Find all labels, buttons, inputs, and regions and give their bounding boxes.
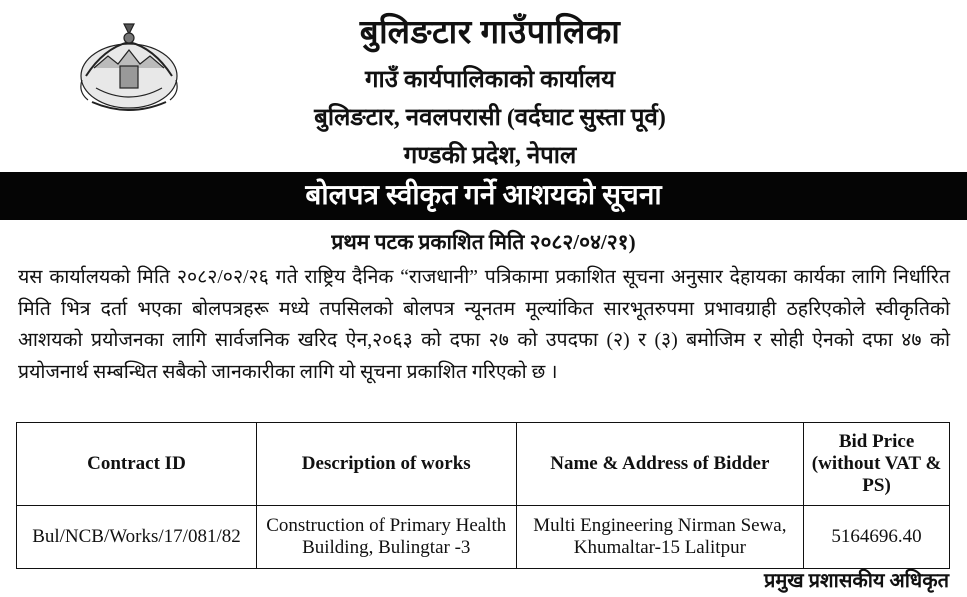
bidder-cell: Multi Engineering Nirman Sewa, Khumaltar-15 Lalitpur (516, 506, 804, 569)
column-header-contract-id: Contract ID (17, 423, 257, 506)
table-row (17, 506, 950, 569)
notice-body: यस कार्यालयको मिति २०८२/०२/२६ गते राष्ट्रिय दैनिक “राजधानी” पत्रिकामा प्रकाशित सूचना अनुसार देहायका कार्यका लागि निर्धारित मिति भित्र दर्ता भएका बोलपत्रहरू मध्ये तपसिलको बोलपत्र न्यूनतम मूल्यांकित सारभूतरुपमा प्रभावग्राही ठहरिएकोले स्वीकृतिको आशयको प्रयोजनका लागि सार्वजनिक खरिद ऐन,२०६३ को दफा २७ को उपदफा (२) र (३) बमोजिम र सोही ऐनको दफा ४७ को प्रयोजनार्थ सम्बन्धित सबैको जानकारीका लागि यो सूचना प्रकाशित गरिएको छ । (18, 267, 950, 383)
table-header-row (17, 423, 950, 506)
column-header-bidder: Name & Address of Bidder (516, 423, 804, 506)
office-name: गाउँ कार्यपालिकाको कार्यालय (364, 67, 616, 93)
contract-id-cell: Bul/NCB/Works/17/081/82 (17, 506, 257, 569)
signature-title: प्रमुख प्रशासकीय अधिकृत (763, 570, 949, 592)
bid-table (16, 422, 950, 569)
province-country: गण्डकी प्रदेश, नेपाल (403, 143, 577, 169)
office-address: बुलिङटार, नवलपरासी (वर्दघाट सुस्ता पूर्व) (314, 105, 666, 131)
description-cell: Construction of Primary Health Building, Bulingtar -3 (256, 506, 516, 569)
column-header-description: Description of works (256, 423, 516, 506)
publication-date: प्रथम पटक प्रकाशित मिति २०८२/०४/२१) (331, 230, 636, 254)
municipality-name: बुलिङटार गाउँपालिका (359, 15, 621, 51)
bid-price-cell: 5164696.40 (804, 506, 950, 569)
column-header-bid-price: Bid Price (without VAT & PS) (804, 423, 950, 506)
notice-title: बोलपत्र स्वीकृत गर्ने आशयको सूचना (0, 172, 967, 220)
nepal-government-emblem-icon (74, 18, 184, 118)
